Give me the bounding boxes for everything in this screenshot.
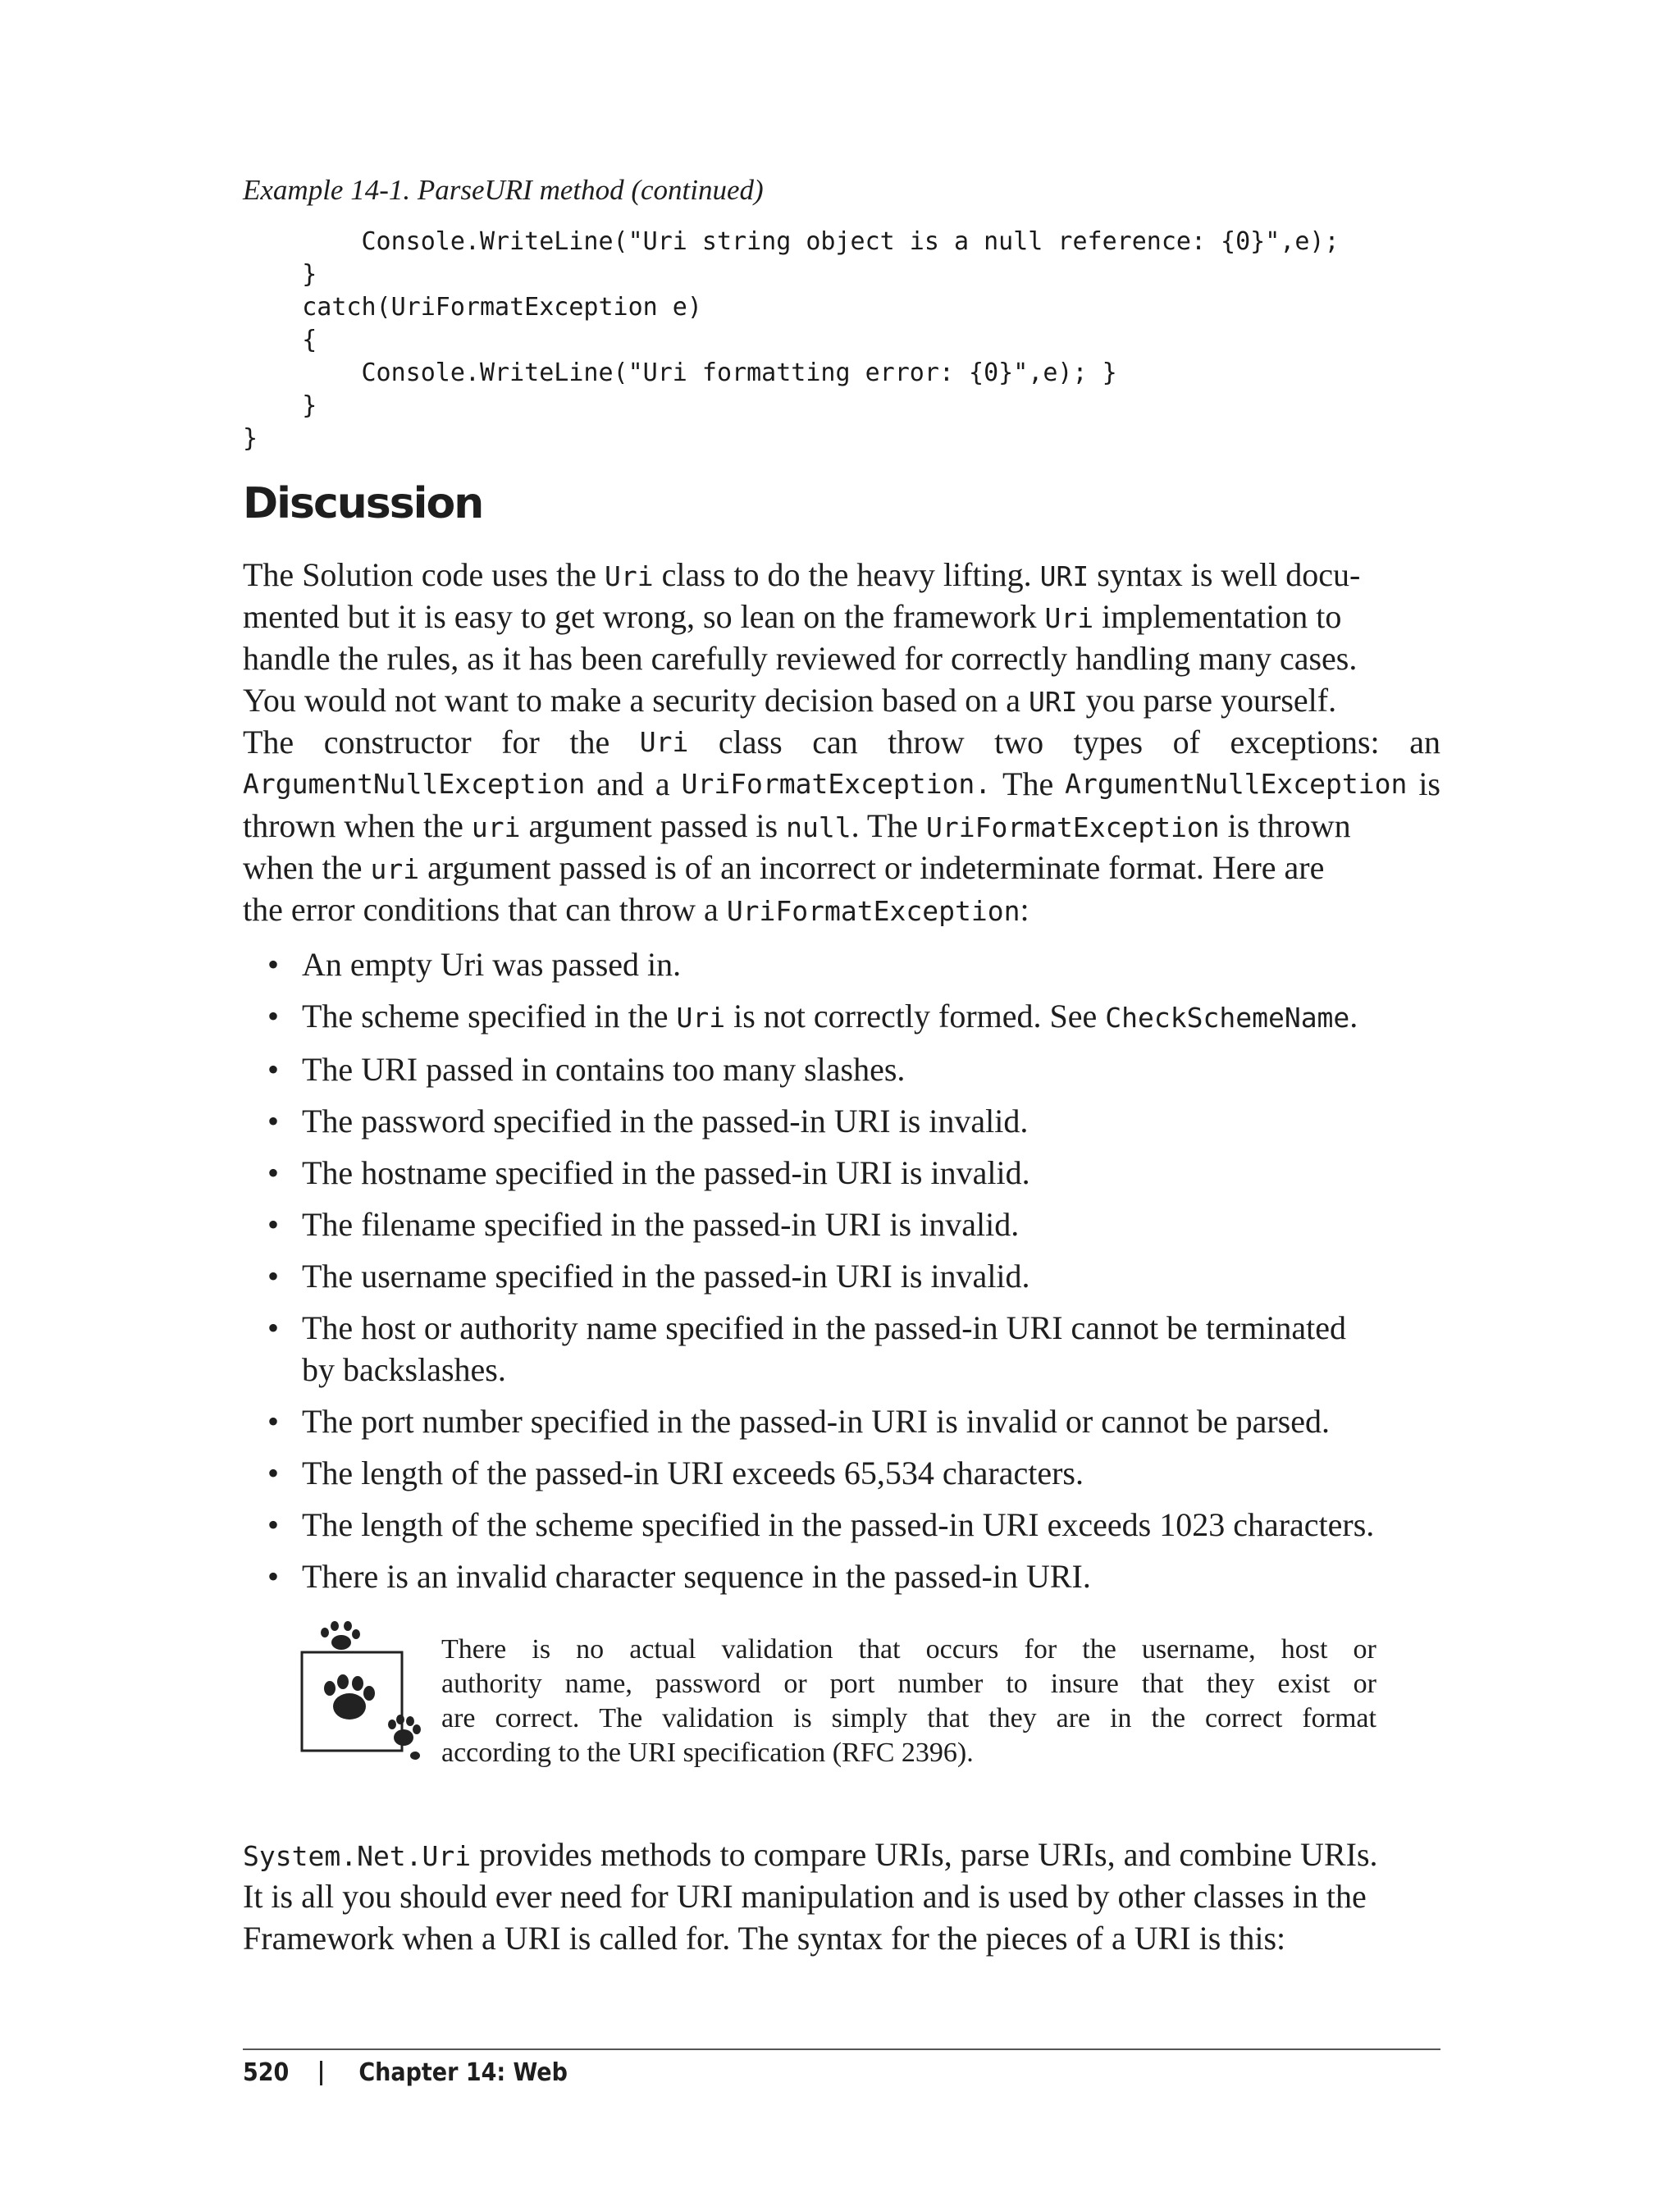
- text-line: You would not want to make a security decision based on a URI you parse yourself.: [243, 682, 1337, 719]
- bullet-icon: •: [267, 1558, 280, 1595]
- code-line: }: [243, 260, 317, 289]
- bullet-icon: •: [267, 946, 280, 983]
- bullet-icon: •: [267, 1051, 280, 1088]
- code-listing: [243, 226, 1340, 455]
- list-item: • The length of the passed-in URI exceeds 65,534 characters.: [243, 1452, 1440, 1494]
- bullet-icon: •: [267, 1309, 280, 1346]
- text-line: Framework when a URI is called for. The syntax for the pieces of a URI is this:: [243, 1920, 1286, 1957]
- text-line: ArgumentNullException and a UriFormatException. The ArgumentNullException is: [243, 765, 1440, 802]
- error-conditions-list: [243, 943, 1440, 1607]
- discussion-paragraph: [243, 554, 1440, 930]
- uri-paragraph: [243, 1834, 1440, 1959]
- code-line: {: [243, 326, 317, 354]
- page-footer: [243, 2055, 568, 2091]
- text-line: when the uri argument passed is of an incorrect or indeterminate format. Here are: [243, 849, 1325, 886]
- section-heading: Discussion: [243, 479, 483, 528]
- bullet-icon: •: [267, 998, 280, 1034]
- paw-prints-note-icon: [300, 1618, 423, 1765]
- text-line: It is all you should ever need for URI manipulation and is used by other classes in the: [243, 1878, 1367, 1915]
- text-line: mented but it is easy to get wrong, so lean on the framework Uri implementation to: [243, 598, 1342, 635]
- bullet-icon: •: [267, 1506, 280, 1543]
- list-item: • The filename specified in the passed-in URI is invalid.: [243, 1203, 1440, 1245]
- list-item: • The length of the scheme specified in the passed-in URI exceeds 1023 characters.: [243, 1504, 1440, 1546]
- text-line: authority name, password or port number to insure that they exist or: [441, 1669, 1376, 1699]
- text-line: handle the rules, as it has been carefully reviewed for correctly handling many cases.: [243, 640, 1358, 677]
- list-item: • An empty Uri was passed in.: [243, 943, 1440, 985]
- code-line: Console.WriteLine("Uri string object is a null reference: {0}",e);: [243, 227, 1340, 256]
- text-line: the error conditions that can throw a UriFormatException:: [243, 891, 1029, 928]
- example-caption: Example 14-1. ParseURI method (continued): [243, 174, 764, 206]
- bullet-icon: •: [267, 1154, 280, 1191]
- text-line: There is no actual validation that occurs for the username, host or: [441, 1634, 1376, 1665]
- list-item: • There is an invalid character sequence in the passed-in URI.: [243, 1555, 1440, 1597]
- book-page: [243, 0, 1440, 2206]
- list-item: • The username specified in the passed-in URI is invalid.: [243, 1255, 1440, 1297]
- code-line: }: [243, 424, 258, 453]
- chapter-title: Chapter 14: Web: [358, 2058, 568, 2087]
- note-box: [300, 1618, 1375, 1782]
- list-item: • The hostname specified in the passed-in URI is invalid.: [243, 1152, 1440, 1194]
- footer-rule: [243, 2048, 1440, 2050]
- note-text: [441, 1633, 1376, 1770]
- text-line: The constructor for the Uri class can throw two types of exceptions: an: [243, 724, 1440, 760]
- list-item: • The URI passed in contains too many slashes.: [243, 1048, 1440, 1090]
- footer-separator: [320, 2061, 322, 2085]
- bullet-icon: •: [267, 1103, 280, 1140]
- text-line: are correct. The validation is simply that they are in the correct format: [441, 1703, 1376, 1733]
- page-number: 520: [243, 2058, 290, 2087]
- bullet-icon: •: [267, 1258, 280, 1295]
- code-line: Console.WriteLine("Uri formatting error: {0}",e); }: [243, 359, 1117, 387]
- bullet-icon: •: [267, 1206, 280, 1243]
- list-item: • The port number specified in the passed-in URI is invalid or cannot be parsed.: [243, 1400, 1440, 1442]
- bullet-icon: •: [267, 1403, 280, 1440]
- text-line: according to the URI specification (RFC 2396).: [441, 1738, 974, 1768]
- text-line: The Solution code uses the Uri class to do the heavy lifting. URI syntax is well docu-: [243, 556, 1361, 593]
- list-item: • The scheme specified in the Uri is not correctly formed. See CheckSchemeName.: [243, 995, 1440, 1039]
- list-item: • The host or authority name specified in the passed-in URI cannot be terminated by backslashes.: [243, 1307, 1440, 1391]
- list-item: • The password specified in the passed-in URI is invalid.: [243, 1100, 1440, 1142]
- code-line: }: [243, 391, 317, 420]
- text-line: System.Net.Uri provides methods to compare URIs, parse URIs, and combine URIs.: [243, 1836, 1378, 1873]
- text-line: thrown when the uri argument passed is null. The UriFormatException is thrown: [243, 807, 1351, 844]
- code-line: catch(UriFormatException e): [243, 293, 702, 322]
- bullet-icon: •: [267, 1455, 280, 1491]
